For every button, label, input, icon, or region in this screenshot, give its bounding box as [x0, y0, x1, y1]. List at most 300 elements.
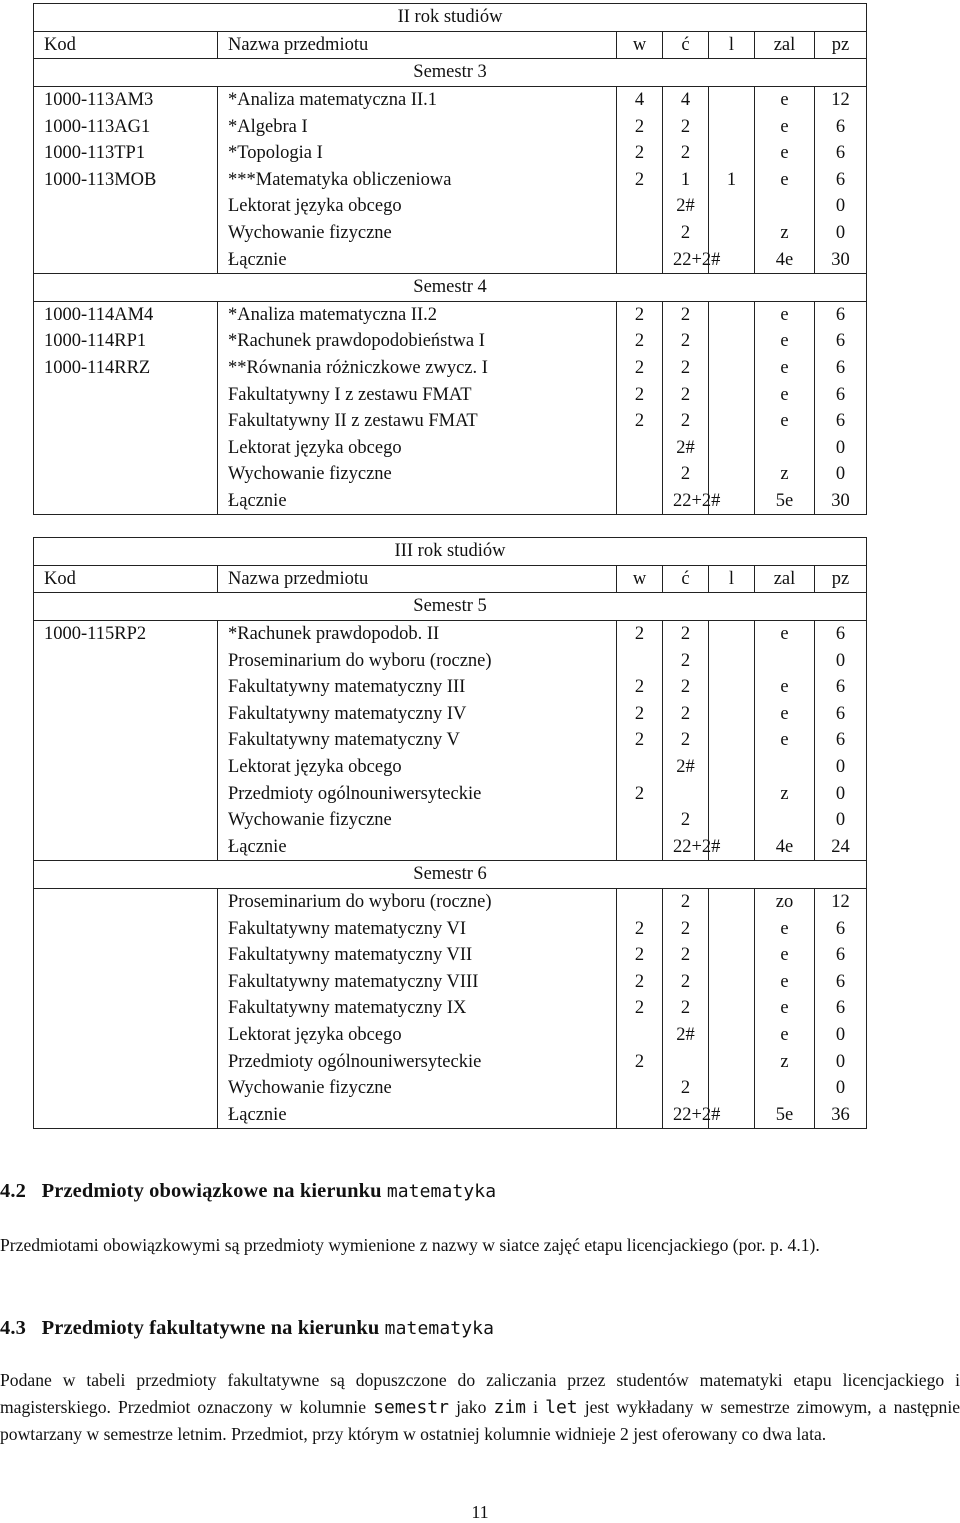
table-row	[34, 193, 867, 220]
table-cell: Lektorat języka obcego	[218, 1022, 617, 1049]
table-cell: 6	[815, 408, 867, 435]
table-cell: Fakultatywny matematyczny V	[218, 727, 617, 754]
table-cell	[709, 674, 755, 701]
table-row	[34, 31, 867, 59]
table-row	[34, 246, 867, 273]
table-cell: e	[755, 1022, 815, 1049]
table-cell: 2#	[663, 193, 709, 220]
semester-title-label: Semestr 5	[34, 593, 867, 621]
table-cell: e	[755, 701, 815, 728]
table-cell: Proseminarium do wyboru (roczne)	[218, 647, 617, 674]
table-row	[34, 1075, 867, 1102]
table-cell: Łącznie	[218, 488, 617, 515]
section-4-3-heading	[0, 1317, 494, 1340]
section-title-mono: matematyka	[384, 1318, 495, 1339]
table-cell: 2	[663, 807, 709, 834]
table-row	[34, 1022, 867, 1049]
table-cell: 22+2#	[663, 246, 709, 273]
table-cell	[663, 1048, 709, 1075]
table-cell	[709, 915, 755, 942]
table-cell: 6	[815, 942, 867, 969]
table-cell: 2	[617, 969, 663, 996]
table-cell: 2	[617, 408, 663, 435]
table-cell: Łącznie	[218, 834, 617, 861]
table-cell	[617, 754, 663, 781]
table-cell: 1000-113TP1	[34, 140, 218, 167]
table-row	[34, 942, 867, 969]
section-4-3-body	[0, 1367, 960, 1448]
table-cell: e	[755, 140, 815, 167]
table-cell: 2	[617, 780, 663, 807]
year-title-label: II rok studiów	[34, 4, 867, 32]
table-cell: 2	[617, 381, 663, 408]
table-row	[34, 167, 867, 194]
section-title: Przedmioty obowiązkowe na kierunku	[41, 1180, 382, 1202]
paragraph: Podane w tabeli przedmioty fakultatywne są dopuszczone do zaliczania przez studentów matematyki etapu licencjackiego i magisterskiego. Przedmiot oznaczony w kolumnie semestr jako zim i let jest wykładany w semestrze zimowym, a następnie powtarzany w semestrze letnim. Przedmiot, przy którym w ostatniej kolumnie widnieje 2 jest oferowany co dwa lata.	[0, 1370, 960, 1444]
table-cell	[709, 969, 755, 996]
table-cell	[755, 647, 815, 674]
semester-title-label: Semestr 4	[34, 273, 867, 301]
table-cell: 2	[663, 701, 709, 728]
table-cell: 30	[815, 488, 867, 515]
table-cell: Kod	[34, 31, 218, 59]
table-cell: 0	[815, 754, 867, 781]
table-cell: Fakultatywny matematyczny VI	[218, 915, 617, 942]
table-cell: 0	[815, 1048, 867, 1075]
table-cell	[755, 754, 815, 781]
table-cell: 6	[815, 140, 867, 167]
table-row	[34, 780, 867, 807]
table-cell: Lektorat języka obcego	[218, 435, 617, 462]
table-cell: *Analiza matematyczna II.1	[218, 86, 617, 113]
table-cell	[617, 647, 663, 674]
table-cell: **Równania różniczkowe zwycz. I	[218, 355, 617, 382]
table-row	[34, 888, 867, 915]
table-cell	[617, 1101, 663, 1128]
table-cell	[617, 220, 663, 247]
table-cell: e	[755, 381, 815, 408]
table-cell: z	[755, 780, 815, 807]
table-cell: 22+2#	[663, 488, 709, 515]
table-cell: *Algebra I	[218, 113, 617, 140]
table-cell	[617, 246, 663, 273]
table-cell	[709, 888, 755, 915]
table-cell: pz	[815, 31, 867, 59]
table-cell: 2	[617, 915, 663, 942]
table-cell	[663, 780, 709, 807]
table-cell: Kod	[34, 565, 218, 593]
table-cell: 4	[617, 86, 663, 113]
table-cell: zo	[755, 888, 815, 915]
table-cell: 12	[815, 86, 867, 113]
table-cell	[34, 807, 218, 834]
table-cell: w	[617, 31, 663, 59]
table-cell: 2	[617, 701, 663, 728]
semester-title	[34, 59, 867, 87]
table-row	[34, 355, 867, 382]
table-cell	[34, 727, 218, 754]
table-cell	[617, 193, 663, 220]
table-cell	[709, 301, 755, 328]
table-cell: 1000-115RP2	[34, 620, 218, 647]
table-cell: Wychowanie fizyczne	[218, 220, 617, 247]
table-cell: 2	[663, 328, 709, 355]
table-cell: 2	[617, 140, 663, 167]
table-cell: 6	[815, 355, 867, 382]
table-cell	[709, 942, 755, 969]
table-cell	[617, 834, 663, 861]
year-title-label: III rok studiów	[34, 538, 867, 566]
table-cell	[617, 488, 663, 515]
table-cell: Wychowanie fizyczne	[218, 461, 617, 488]
table-cell	[34, 381, 218, 408]
table-cell: 2	[663, 727, 709, 754]
table-cell: Fakultatywny I z zestawu FMAT	[218, 381, 617, 408]
semester-title-label: Semestr 6	[34, 861, 867, 889]
table-cell: ć	[663, 565, 709, 593]
table-cell: 6	[815, 113, 867, 140]
table-cell: w	[617, 565, 663, 593]
table-cell	[34, 246, 218, 273]
table-cell: 2	[663, 674, 709, 701]
table-cell: Lektorat języka obcego	[218, 754, 617, 781]
table-cell: 1	[709, 167, 755, 194]
table-cell: 2	[617, 995, 663, 1022]
table-row	[34, 461, 867, 488]
table-row	[34, 328, 867, 355]
table-cell: 2	[617, 301, 663, 328]
table-cell	[709, 780, 755, 807]
table-cell: Fakultatywny matematyczny IX	[218, 995, 617, 1022]
table-cell	[709, 995, 755, 1022]
table-cell	[34, 408, 218, 435]
table-cell: z	[755, 220, 815, 247]
table-cell: 2	[663, 220, 709, 247]
table-cell	[755, 807, 815, 834]
table-cell: 2	[663, 408, 709, 435]
table-cell: e	[755, 995, 815, 1022]
table-cell: pz	[815, 565, 867, 593]
table-cell: 2	[663, 140, 709, 167]
table-cell	[34, 888, 218, 915]
section-title-mono: matematyka	[386, 1181, 497, 1202]
table-cell	[709, 355, 755, 382]
table-cell: 2	[663, 942, 709, 969]
table-cell	[34, 220, 218, 247]
table-cell	[755, 1075, 815, 1102]
table-cell	[34, 701, 218, 728]
table-cell: e	[755, 915, 815, 942]
table-cell: e	[755, 942, 815, 969]
table-cell: 2	[617, 942, 663, 969]
table-cell: 6	[815, 701, 867, 728]
section-4-2-body	[0, 1232, 960, 1259]
table-cell: 1000-114RP1	[34, 328, 218, 355]
table-cell	[755, 193, 815, 220]
section-4-2-heading	[0, 1180, 496, 1203]
table-row	[34, 488, 867, 515]
table-cell: 0	[815, 220, 867, 247]
table-cell	[34, 193, 218, 220]
table-cell	[617, 1075, 663, 1102]
table-row	[34, 408, 867, 435]
table-row	[34, 969, 867, 996]
table-cell: zal	[755, 565, 815, 593]
table-cell	[34, 674, 218, 701]
table-cell: Fakultatywny matematyczny VII	[218, 942, 617, 969]
table-cell	[709, 1048, 755, 1075]
table-cell: 0	[815, 461, 867, 488]
table-cell: e	[755, 408, 815, 435]
table-cell	[617, 1022, 663, 1049]
table-cell: l	[709, 565, 755, 593]
table-cell	[709, 328, 755, 355]
table-cell: 4	[663, 86, 709, 113]
table-cell	[709, 1022, 755, 1049]
section-number: 4.3	[0, 1317, 26, 1339]
table-cell	[709, 86, 755, 113]
table-row	[34, 807, 867, 834]
table-cell: Przedmioty ogólnouniwersyteckie	[218, 1048, 617, 1075]
table-cell: 2	[617, 113, 663, 140]
table-cell: 2	[663, 301, 709, 328]
table-cell: 24	[815, 834, 867, 861]
table-cell: 0	[815, 807, 867, 834]
table-cell: 1000-114AM4	[34, 301, 218, 328]
table-row	[34, 381, 867, 408]
table-cell	[34, 942, 218, 969]
table-cell: 2	[663, 461, 709, 488]
section-number: 4.2	[0, 1180, 26, 1202]
table-cell	[34, 1022, 218, 1049]
table-cell: Przedmioty ogólnouniwersyteckie	[218, 780, 617, 807]
table-cell: 0	[815, 193, 867, 220]
table-cell: e	[755, 86, 815, 113]
table-cell: 2	[617, 674, 663, 701]
table-cell: Proseminarium do wyboru (roczne)	[218, 888, 617, 915]
table-cell: z	[755, 461, 815, 488]
table-cell: 2	[663, 915, 709, 942]
table-row	[34, 301, 867, 328]
table-cell	[709, 620, 755, 647]
table-cell: 0	[815, 780, 867, 807]
table-cell: 2	[663, 381, 709, 408]
table-cell: 0	[815, 1075, 867, 1102]
table-cell: 2#	[663, 1022, 709, 1049]
curriculum-table-year2	[33, 3, 867, 515]
table-cell	[709, 381, 755, 408]
table-cell	[34, 461, 218, 488]
table-row	[34, 1048, 867, 1075]
table-cell: 6	[815, 969, 867, 996]
table-cell: Łącznie	[218, 246, 617, 273]
table-cell	[709, 435, 755, 462]
table-cell	[34, 1048, 218, 1075]
table-cell: 2	[617, 1048, 663, 1075]
table-cell: 4e	[755, 834, 815, 861]
table-cell: 1000-113MOB	[34, 167, 218, 194]
table-cell: Nazwa przedmiotu	[218, 31, 617, 59]
table-cell	[709, 140, 755, 167]
table-row	[34, 674, 867, 701]
table-cell: Wychowanie fizyczne	[218, 1075, 617, 1102]
table-row	[34, 701, 867, 728]
table-cell: 30	[815, 246, 867, 273]
table-row	[34, 86, 867, 113]
table-cell	[709, 807, 755, 834]
table-cell: 6	[815, 301, 867, 328]
table-cell: 1000-114RRZ	[34, 355, 218, 382]
table-cell	[34, 780, 218, 807]
table-cell	[617, 807, 663, 834]
table-cell	[34, 647, 218, 674]
table-row	[34, 995, 867, 1022]
table-row	[34, 620, 867, 647]
table-cell	[709, 701, 755, 728]
table-cell: *Rachunek prawdopodobieństwa I	[218, 328, 617, 355]
table-cell: Łącznie	[218, 1101, 617, 1128]
table-cell: ć	[663, 31, 709, 59]
table-cell: 2	[663, 113, 709, 140]
semester-title	[34, 861, 867, 889]
table-cell	[709, 113, 755, 140]
table-cell: 0	[815, 435, 867, 462]
table-row	[34, 647, 867, 674]
table-cell: 12	[815, 888, 867, 915]
table-cell	[34, 915, 218, 942]
table-row	[34, 220, 867, 247]
table-cell: e	[755, 328, 815, 355]
table-cell: 2	[617, 727, 663, 754]
table-cell	[709, 461, 755, 488]
table-cell: 6	[815, 381, 867, 408]
table-cell: 2	[617, 355, 663, 382]
table-row	[34, 140, 867, 167]
table-cell: 2#	[663, 754, 709, 781]
table-cell: e	[755, 620, 815, 647]
section-title: Przedmioty fakultatywne na kierunku	[41, 1317, 380, 1339]
table-cell: 2	[663, 995, 709, 1022]
table-cell: 6	[815, 674, 867, 701]
semester-title	[34, 593, 867, 621]
table-cell: 22+2#	[663, 834, 709, 861]
table-cell: *Analiza matematyczna II.2	[218, 301, 617, 328]
table-cell: e	[755, 167, 815, 194]
table-cell: Fakultatywny matematyczny VIII	[218, 969, 617, 996]
table-cell: e	[755, 113, 815, 140]
table-cell: 6	[815, 915, 867, 942]
table-cell	[617, 888, 663, 915]
table-cell	[34, 969, 218, 996]
table-cell: 4e	[755, 246, 815, 273]
table-cell: ***Matematyka obliczeniowa	[218, 167, 617, 194]
table-cell	[709, 754, 755, 781]
table-cell: *Topologia I	[218, 140, 617, 167]
table-cell: e	[755, 355, 815, 382]
table-cell: 36	[815, 1101, 867, 1128]
table-row	[34, 727, 867, 754]
table-cell: 22+2#	[663, 1101, 709, 1128]
table-cell: 0	[815, 1022, 867, 1049]
table-cell: 2	[663, 1075, 709, 1102]
table-cell	[34, 995, 218, 1022]
table-cell: Lektorat języka obcego	[218, 193, 617, 220]
table-cell: Fakultatywny II z zestawu FMAT	[218, 408, 617, 435]
table-cell	[34, 488, 218, 515]
table-cell: 2	[663, 969, 709, 996]
table-cell: 5e	[755, 488, 815, 515]
table-cell: 2	[663, 647, 709, 674]
table-cell	[34, 834, 218, 861]
table-cell	[755, 435, 815, 462]
semester-title-label: Semestr 3	[34, 59, 867, 87]
table-cell: e	[755, 301, 815, 328]
page-number: 11	[471, 1502, 489, 1522]
table-cell: 2#	[663, 435, 709, 462]
paragraph: Przedmiotami obowiązkowymi są przedmioty wymienione z nazwy w siatce zajęć etapu licencjackiego (por. p. 4.1).	[0, 1235, 820, 1255]
table-cell	[709, 220, 755, 247]
year-title	[34, 538, 867, 566]
table-cell: 2	[663, 620, 709, 647]
table-cell: 1000-113AG1	[34, 113, 218, 140]
table-cell: 5e	[755, 1101, 815, 1128]
table-cell: 1000-113AM3	[34, 86, 218, 113]
year-title	[34, 4, 867, 32]
table-cell: 6	[815, 995, 867, 1022]
table-cell	[34, 1101, 218, 1128]
table-cell	[34, 435, 218, 462]
table-cell: 2	[617, 328, 663, 355]
table-cell: 0	[815, 647, 867, 674]
table-row	[34, 1101, 867, 1128]
table-row	[34, 834, 867, 861]
table-cell: l	[709, 31, 755, 59]
table-cell: z	[755, 1048, 815, 1075]
table-cell: Fakultatywny matematyczny IV	[218, 701, 617, 728]
table-cell: e	[755, 727, 815, 754]
curriculum-table-year3	[33, 537, 867, 1129]
table-cell: 6	[815, 167, 867, 194]
table-cell	[34, 1075, 218, 1102]
table-cell	[709, 193, 755, 220]
table-row	[34, 565, 867, 593]
semester-title	[34, 273, 867, 301]
table-cell: 6	[815, 328, 867, 355]
table-cell: zal	[755, 31, 815, 59]
table-cell: 2	[617, 620, 663, 647]
table-cell	[34, 754, 218, 781]
table-cell: 2	[663, 888, 709, 915]
table-row	[34, 113, 867, 140]
table-row	[34, 435, 867, 462]
table-cell: 2	[617, 167, 663, 194]
table-cell: 2	[663, 355, 709, 382]
table-cell	[709, 1075, 755, 1102]
table-cell: Nazwa przedmiotu	[218, 565, 617, 593]
table-row	[34, 754, 867, 781]
table-cell: Fakultatywny matematyczny III	[218, 674, 617, 701]
table-cell: Wychowanie fizyczne	[218, 807, 617, 834]
table-cell	[709, 727, 755, 754]
table-cell: 6	[815, 620, 867, 647]
table-cell: 1	[663, 167, 709, 194]
table-row	[34, 915, 867, 942]
table-cell	[709, 408, 755, 435]
table-cell	[709, 647, 755, 674]
table-cell: e	[755, 674, 815, 701]
table-cell	[617, 461, 663, 488]
table-cell	[617, 435, 663, 462]
